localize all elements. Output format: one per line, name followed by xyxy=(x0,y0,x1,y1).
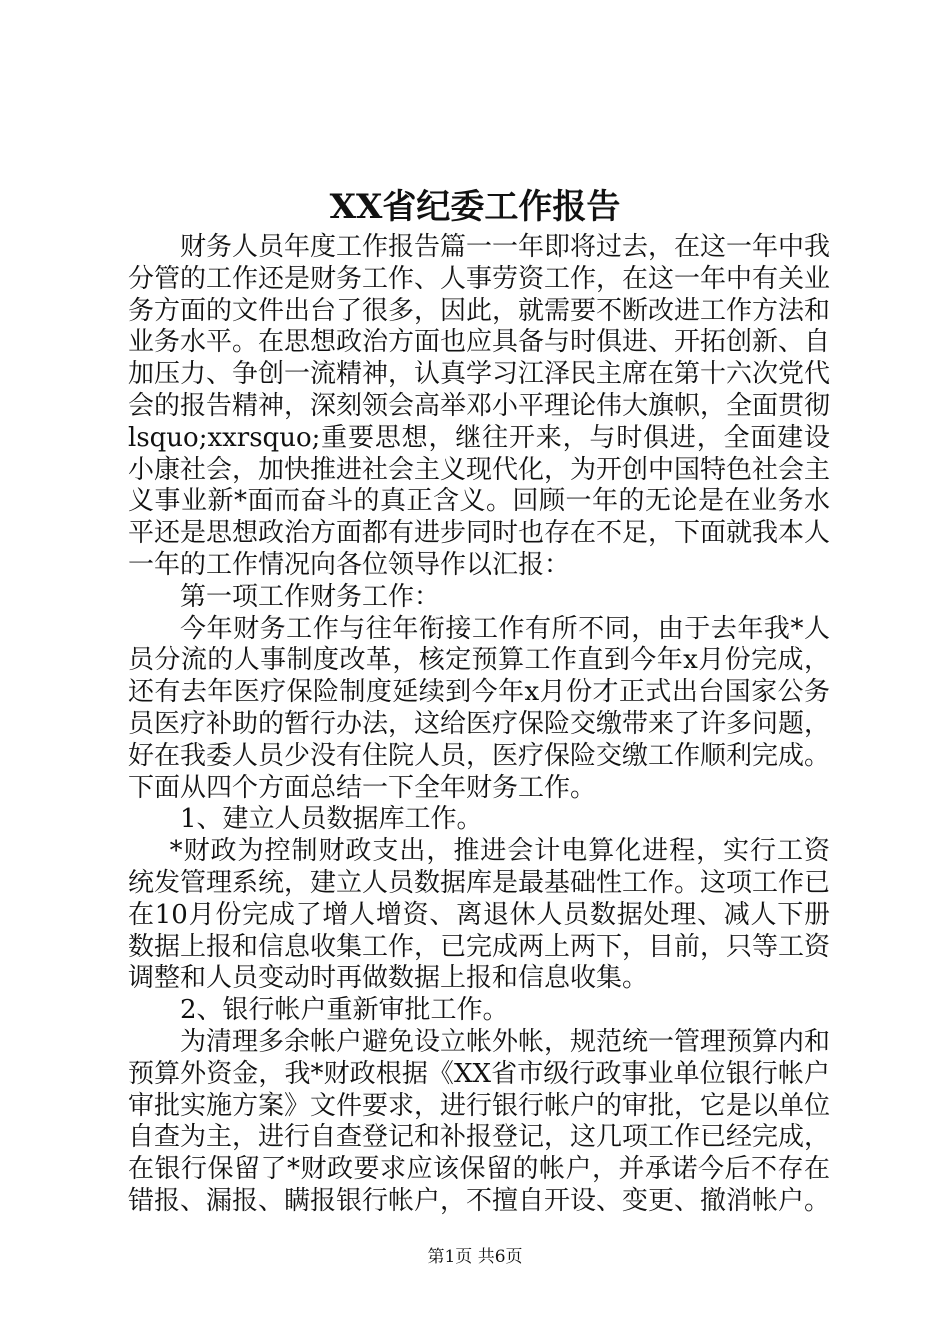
subheading-database: 1、建立人员数据库工作。 xyxy=(180,804,483,835)
document-body xyxy=(128,232,830,1218)
section-heading-finance: 第一项工作财务工作： xyxy=(180,581,441,612)
subheading-bank-accounts: 2、银行帐户重新审批工作。 xyxy=(180,995,509,1026)
paragraph-bank-accounts: 为清理多余帐户避免设立帐外帐，规范统一管理预算内和预算外资金，我*财政根据《XX省市级行政事业单位银行帐户审批实施方案》文件要求，进行银行帐户的审批，它是以单位自查为主，进行自查登记和补报登记，这几项工作已经完成，在银行保留了*财政要求应该保留的帐户，并承诺今后不存在错报、漏报、瞒报银行帐户，不擅自开设、变更、撤消帐户。 xyxy=(128,1026,831,1216)
document-title: XX省纪委工作报告 xyxy=(329,187,621,227)
paragraph-intro: 财务人员年度工作报告篇一一年即将过去，在这一年中我分管的工作还是财务工作、人事劳资工作，在这一年中有关业务方面的文件出台了很多，因此，就需要不断改进工作方法和业务水平。在思想政治方面也应具备与时俱进、开拓创新、自加压力、争创一流精神，认真学习江泽民主席在第十六次党代会的报告精神，深刻领会高举邓小平理论伟大旗帜，全面贯彻lsquo;xxrsquo;重要思想，继往开来，与时俱进，全面建设小康社会，加快推进社会主义现代化，为开创中国特色社会主义事业新*面而奋斗的真正含义。回顾一年的无论是在业务水平还是思想政治方面都有进步同时也存在不足，下面就我本人一年的工作情况向各位领导作以汇报： xyxy=(128,232,831,580)
paragraph-database: *财政为控制财政支出，推进会计电算化进程，实行工资统发管理系统，建立人员数据库是最基础性工作。这项工作已在10月份完成了增人增资、离退休人员数据处理、减人下册数据上报和信息收集工作，已完成两上两下，目前，只等工资调整和人员变动时再做数据上报和信息收集。 xyxy=(128,836,831,994)
paragraph-finance: 今年财务工作与往年衔接工作有所不同，由于去年我*人员分流的人事制度改革，核定预算工作直到今年x月份完成，还有去年医疗保险制度延续到今年x月份才正式出台国家公务员医疗补助的暂行办法，这给医疗保险交缴带来了许多问题，好在我委人员少没有住院人员，医疗保险交缴工作顺利完成。下面从四个方面总结一下全年财务工作。 xyxy=(128,613,831,803)
page-footer: 第1页 共6页 xyxy=(427,1247,523,1267)
